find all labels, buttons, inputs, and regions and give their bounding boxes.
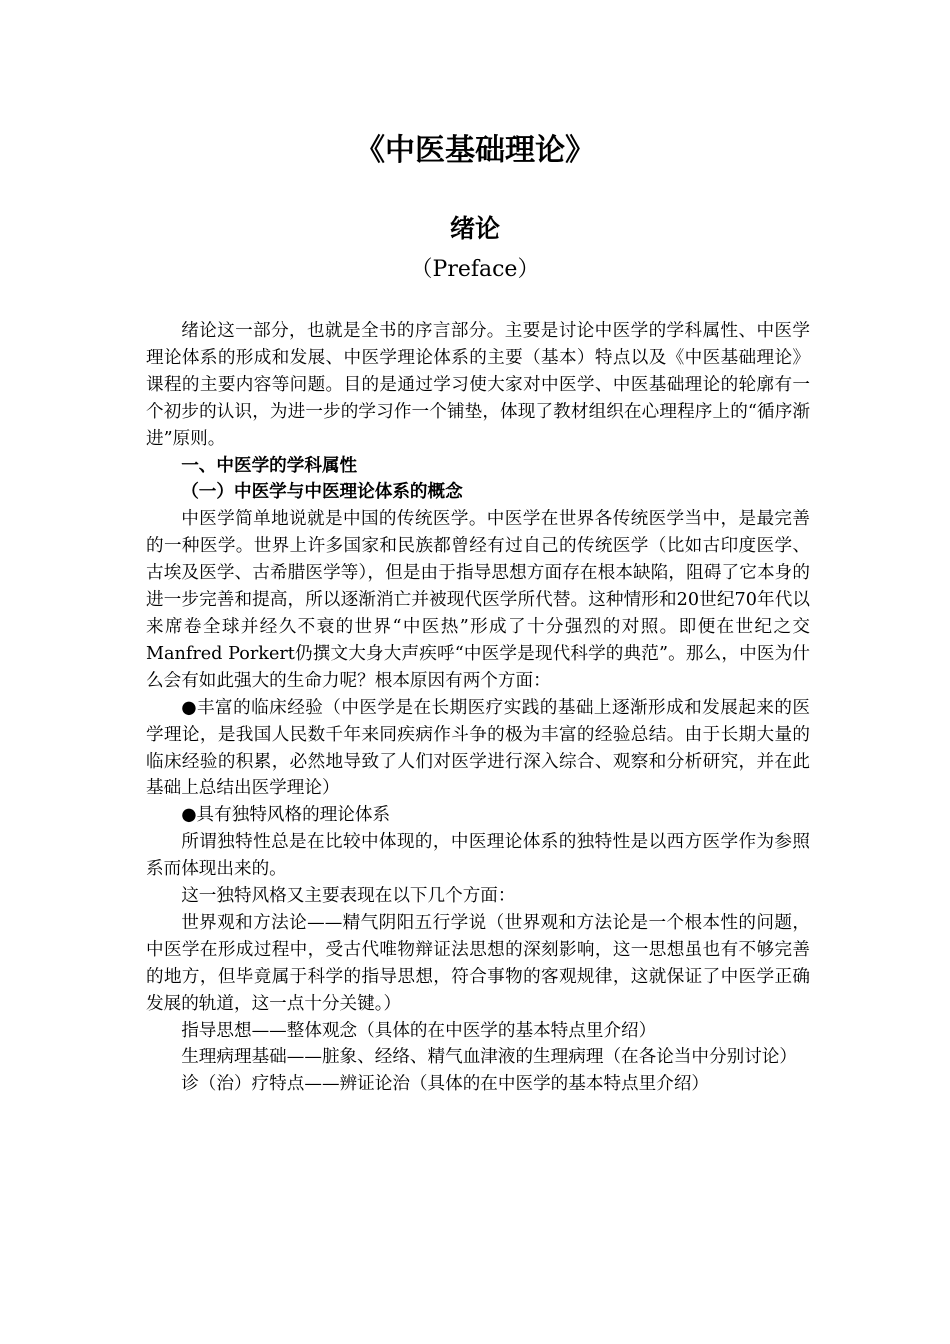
body-paragraph: 中医学简单地说就是中国的传统医学。中医学在世界各传统医学当中，是最完善的一种医学。世界上许多国家和民族都曾经有过自己的传统医学（比如古印度医学、古埃及医学、古希腊医学等），但是由于指导思想方面存在根本缺陷，阻碍了它本身的进一步完善和提高，所以逐渐消亡并被现代医学所代替。这种情形和20世纪70年代以来席卷全球并经久不衰的世界“中医热”形成了十分强烈的对照。即便在世纪之交Manfred Porkert仍撰文大身大声疾呼“中医学是现代科学的典范”。那么，中医为什么会有如此强大的生命力呢？根本原因有两个方面：	[146, 509, 810, 691]
bullet-paragraph: ●丰富的临床经验（中医学是在长期医疗实践的基础上逐渐形成和发展起来的医学理论，是我国人民数千年来同疾病作斗争的极为丰富的经验总结。由于长期大量的临床经验的积累，必然地导致了人们对医学进行深入综合、观察和分析研究，并在此基础上总结出医学理论）	[146, 697, 810, 799]
document-title: 《中医基础理论》	[355, 133, 595, 168]
body-paragraph: 诊（治）疗特点——辨证论治（具体的在中医学的基本特点里介绍）	[181, 1074, 710, 1095]
body-paragraph: 指导思想——整体观念（具体的在中医学的基本特点里介绍）	[181, 1020, 657, 1041]
body-paragraph: 世界观和方法论——精气阴阳五行学说（世界观和方法论是一个根本性的问题，中医学在形成过程中，受古代唯物辩证法思想的深刻影响，这一思想虽也有不够完善的地方，但毕竟属于科学的指导思想，符合事物的客观规律，这就保证了中医学正确发展的轨道，这一点十分关键。）	[146, 912, 810, 1014]
body-paragraph: 生理病理基础——脏象、经络、精气血津液的生理病理（在各论当中分别讨论）	[181, 1047, 797, 1068]
section-title: 绪论	[449, 214, 500, 243]
heading-level-1: 一、中医学的学科属性	[181, 455, 358, 476]
bullet-paragraph: ●具有独特风格的理论体系	[181, 805, 391, 826]
body-paragraph: 这一独特风格又主要表现在以下几个方面：	[181, 886, 516, 907]
section-subtitle: （Preface）	[410, 257, 540, 282]
body-paragraph: 所谓独特性总是在比较中体现的，中医理论体系的独特性是以西方医学作为参照系而体现出来的。	[146, 832, 810, 880]
document-body	[146, 318, 810, 1098]
heading-level-2: （一）中医学与中医理论体系的概念	[181, 482, 463, 503]
intro-paragraph: 绪论这一部分，也就是全书的序言部分。主要是讨论中医学的学科属性、中医学理论体系的形成和发展、中医学理论体系的主要（基本）特点以及《中医基础理论》课程的主要内容等问题。目的是通过学习使大家对中医学、中医基础理论的轮廓有一个初步的认识，为进一步的学习作一个铺垫，体现了教材组织在心理程序上的“循序渐进”原则。	[146, 321, 810, 449]
